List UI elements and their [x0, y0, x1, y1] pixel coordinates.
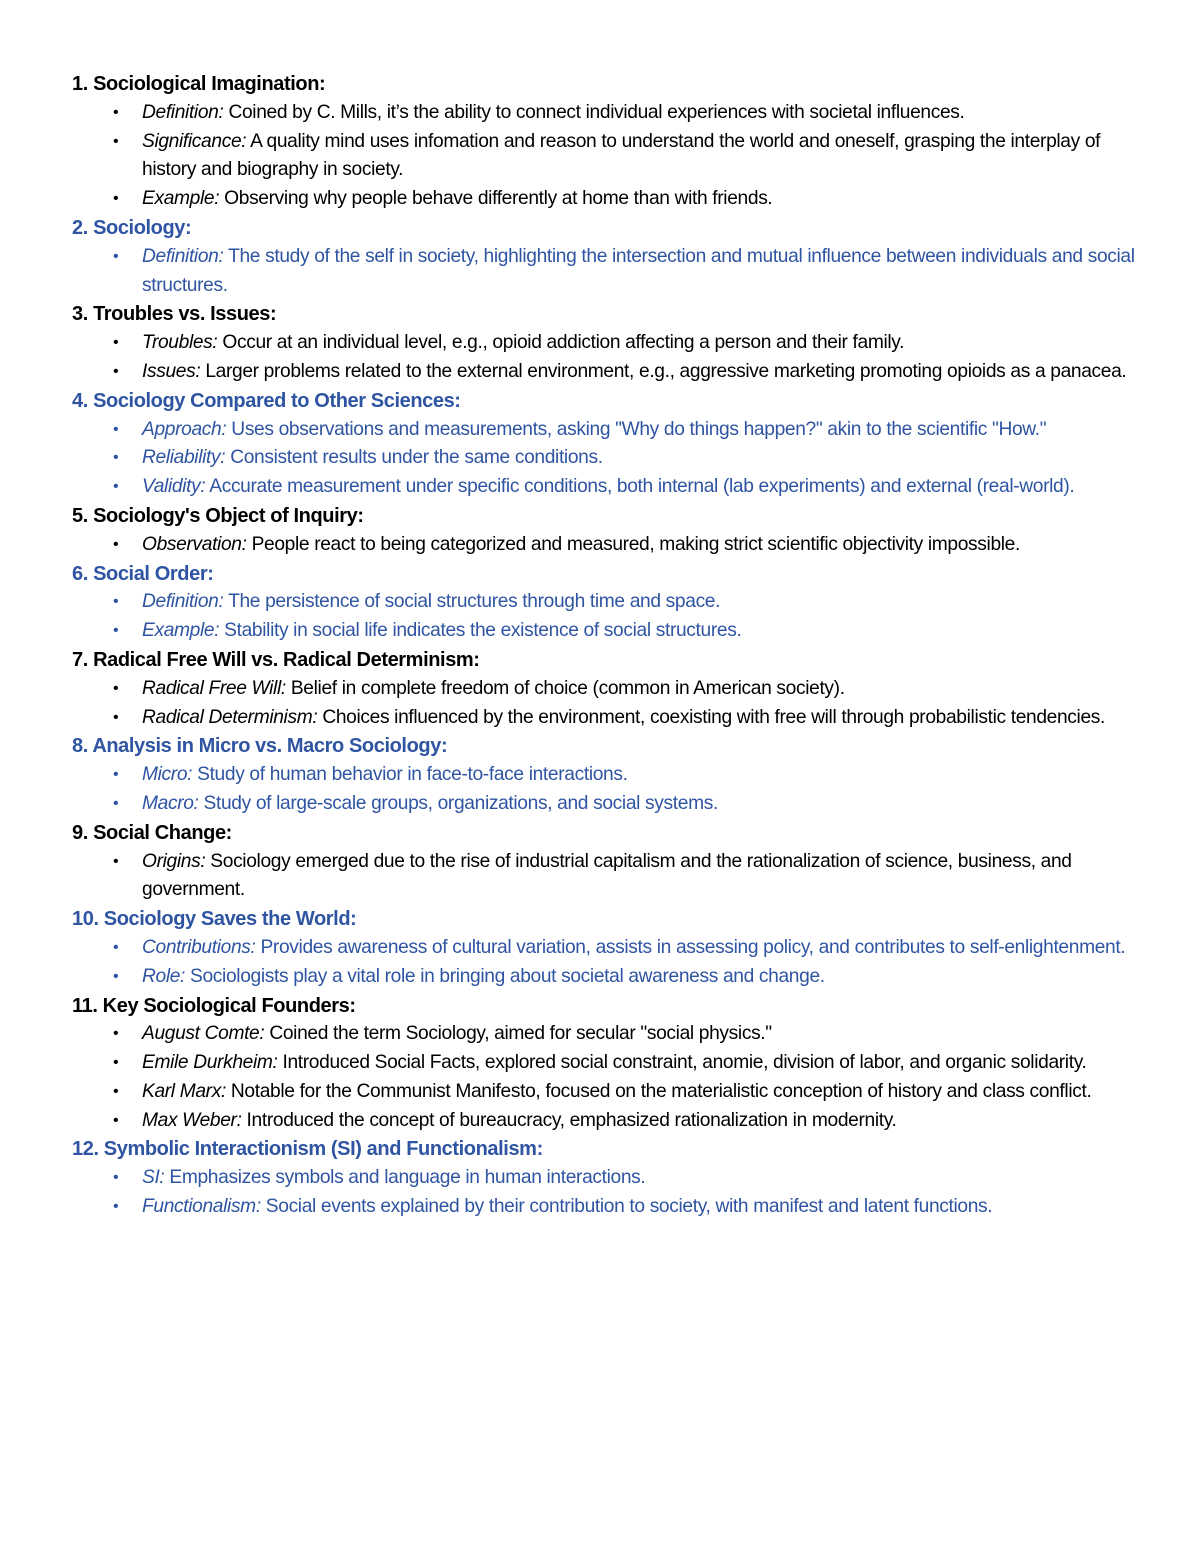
item-text: Provides awareness of cultural variation, assists in assessing policy, and contributes to self-enlightenment. [255, 936, 1126, 958]
bullet-list [72, 416, 1140, 502]
section-heading [72, 502, 1140, 531]
notes-list [72, 70, 1140, 1222]
bullet-icon: • [113, 794, 119, 812]
item-text: Occur at an individual level, e.g., opioid addiction affecting a person and their family. [217, 332, 905, 354]
item-term: Issues: [142, 360, 201, 382]
section-heading [72, 992, 1140, 1021]
bullet-icon: • [113, 1054, 119, 1072]
section-title: Key Sociological Founders: [102, 994, 356, 1017]
bullet-icon: • [113, 535, 119, 553]
item-term: Significance: [142, 130, 247, 152]
list-item [72, 1193, 1140, 1222]
item-term: Max Weber: [142, 1109, 242, 1131]
list-item [72, 531, 1140, 560]
bullet-list [72, 588, 1140, 646]
bullet-icon: • [113, 622, 119, 640]
item-term: Emile Durkheim: [142, 1052, 278, 1074]
list-item [72, 704, 1140, 733]
bullet-icon: • [113, 132, 119, 150]
section-heading [72, 905, 1140, 934]
item-text: Coined by C. Mills, it’s the ability to connect individual experiences with societal influences. [223, 101, 965, 123]
bullet-icon: • [113, 449, 119, 467]
section-heading [72, 70, 1140, 99]
bullet-icon: • [113, 766, 119, 784]
item-text: Introduced Social Facts, explored social constraint, anomie, division of labor, and organic solidarity. [277, 1052, 1087, 1074]
section [72, 502, 1140, 560]
bullet-icon: • [113, 247, 119, 265]
section [72, 387, 1140, 502]
section [72, 905, 1140, 991]
section [72, 560, 1140, 646]
item-text: Consistent results under the same conditions. [225, 447, 603, 469]
bullet-list [72, 99, 1140, 214]
section-number: 5. [72, 504, 88, 527]
item-text: Social events explained by their contribution to society, with manifest and latent functions. [260, 1196, 993, 1218]
item-text: Belief in complete freedom of choice (common in American society). [285, 677, 845, 699]
section-number: 11. [72, 994, 98, 1017]
bullet-icon: • [113, 852, 119, 870]
item-text: Study of large-scale groups, organizations, and social systems. [198, 792, 718, 814]
list-item [72, 99, 1140, 128]
list-item [72, 617, 1140, 646]
item-term: Radical Determinism: [142, 706, 318, 728]
section-title: Social Order: [93, 562, 214, 585]
section-number: 2. [72, 216, 88, 239]
section [72, 819, 1140, 905]
item-term: Approach: [142, 418, 227, 440]
item-text: Choices influenced by the environment, coexisting with free will through probabilistic tendencies. [317, 706, 1106, 728]
list-item [72, 1164, 1140, 1193]
item-text: Sociology emerged due to the rise of industrial capitalism and the rationalization of science, business, and government. [142, 850, 1072, 901]
bullet-icon: • [113, 334, 119, 352]
item-text: A quality mind uses infomation and reason to understand the world and oneself, grasping the interplay of history and biography in society. [142, 130, 1101, 181]
list-item [72, 963, 1140, 992]
section [72, 1135, 1140, 1221]
item-term: Example: [142, 620, 220, 642]
section-number: 10. [72, 908, 99, 931]
list-item [72, 185, 1140, 214]
item-term: Micro: [142, 764, 193, 786]
item-text: Uses observations and measurements, asking "Why do things happen?" akin to the scientific "How." [226, 418, 1047, 440]
bullet-icon: • [113, 708, 119, 726]
section-number: 8. [72, 735, 88, 758]
list-item [72, 934, 1140, 963]
section-title: Sociology Compared to Other Sciences: [93, 389, 461, 412]
item-term: Reliability: [142, 447, 226, 469]
list-item [72, 675, 1140, 704]
bullet-icon: • [113, 938, 119, 956]
list-item [72, 761, 1140, 790]
item-text: Larger problems related to the external environment, e.g., aggressive marketing promoting opioids as a panacea. [200, 360, 1127, 382]
section-heading [72, 1135, 1140, 1164]
bullet-icon: • [113, 593, 119, 611]
section-title: Radical Free Will vs. Radical Determinism: [93, 648, 480, 671]
item-term: Contributions: [142, 936, 256, 958]
bullet-icon: • [113, 1025, 119, 1043]
item-text: Introduced the concept of bureaucracy, emphasized rationalization in modernity. [241, 1109, 897, 1131]
section-title: Troubles vs. Issues: [93, 303, 277, 326]
item-term: Definition: [142, 245, 224, 267]
section-heading [72, 732, 1140, 761]
section-heading [72, 646, 1140, 675]
bullet-icon: • [113, 478, 119, 496]
section [72, 732, 1140, 818]
bullet-list [72, 761, 1140, 819]
list-item [72, 329, 1140, 358]
list-item [72, 588, 1140, 617]
item-text: People react to being categorized and measured, making strict scientific objectivity impossible. [246, 533, 1020, 555]
bullet-list [72, 329, 1140, 387]
list-item [72, 1020, 1140, 1049]
section-title: Sociology's Object of Inquiry: [93, 504, 364, 527]
section-heading [72, 819, 1140, 848]
bullet-icon: • [113, 103, 119, 121]
list-item [72, 848, 1140, 906]
item-term: SI: [142, 1167, 165, 1189]
section [72, 300, 1140, 386]
item-text: Study of human behavior in face-to-face interactions. [192, 764, 628, 786]
section-number: 9. [72, 821, 88, 844]
bullet-icon: • [113, 1169, 119, 1187]
section-heading [72, 300, 1140, 329]
item-text: Emphasizes symbols and language in human interactions. [164, 1167, 646, 1189]
item-term: Definition: [142, 591, 224, 613]
item-term: Origins: [142, 850, 206, 872]
bullet-list [72, 243, 1140, 301]
bullet-list [72, 848, 1140, 906]
item-term: Radical Free Will: [142, 677, 286, 699]
list-item [72, 1078, 1140, 1107]
item-text: Notable for the Communist Manifesto, focused on the materialistic conception of history and class conflict. [225, 1080, 1092, 1102]
section [72, 70, 1140, 214]
list-item [72, 128, 1140, 186]
item-term: Definition: [142, 101, 224, 123]
item-text: Accurate measurement under specific conditions, both internal (lab experiments) and external (real-world). [205, 476, 1075, 498]
section-number: 4. [72, 389, 88, 412]
section [72, 214, 1140, 300]
item-text: Observing why people behave differently at home than with friends. [219, 188, 773, 210]
item-term: August Comte: [142, 1023, 265, 1045]
item-term: Role: [142, 965, 186, 987]
item-text: The persistence of social structures through time and space. [223, 591, 721, 613]
list-item [72, 243, 1140, 301]
item-term: Karl Marx: [142, 1080, 226, 1102]
section-title: Analysis in Micro vs. Macro Sociology: [92, 735, 448, 758]
section-title: Sociology Saves the World: [103, 908, 357, 931]
bullet-list [72, 1020, 1140, 1135]
section-title: Sociology: [93, 216, 192, 239]
bullet-list [72, 934, 1140, 992]
item-text: Stability in social life indicates the existence of social structures. [219, 620, 742, 642]
list-item [72, 358, 1140, 387]
list-item [72, 473, 1140, 502]
bullet-icon: • [113, 190, 119, 208]
section-title: Sociological Imagination: [93, 73, 326, 95]
section-number: 6. [72, 562, 88, 585]
bullet-icon: • [113, 967, 119, 985]
bullet-icon: • [113, 1198, 119, 1216]
bullet-icon: • [113, 1111, 119, 1129]
section-title: Symbolic Interactionism (SI) and Functionalism: [103, 1138, 543, 1161]
section-heading [72, 214, 1140, 243]
item-term: Macro: [142, 792, 199, 814]
section-number: 12. [72, 1138, 99, 1161]
section [72, 646, 1140, 732]
section-heading [72, 387, 1140, 416]
section-title: Social Change: [93, 821, 232, 844]
list-item [72, 1049, 1140, 1078]
item-text: Coined the term Sociology, aimed for secular "social physics." [264, 1023, 772, 1045]
item-text: The study of the self in society, highlighting the intersection and mutual influence between individuals and social structures. [142, 245, 1135, 296]
list-item [72, 444, 1140, 473]
bullet-list [72, 531, 1140, 560]
bullet-icon: • [113, 420, 119, 438]
item-term: Functionalism: [142, 1196, 261, 1218]
section-number: 3. [72, 303, 88, 326]
list-item [72, 1107, 1140, 1136]
section-number: 7. [72, 648, 88, 671]
list-item [72, 790, 1140, 819]
bullet-list [72, 1164, 1140, 1222]
item-term: Observation: [142, 533, 247, 555]
item-text: Sociologists play a vital role in bringing about societal awareness and change. [185, 965, 825, 987]
bullet-icon: • [113, 1082, 119, 1100]
item-term: Troubles: [142, 332, 218, 354]
section [72, 992, 1140, 1136]
list-item [72, 416, 1140, 445]
item-term: Validity: [142, 476, 206, 498]
bullet-icon: • [113, 679, 119, 697]
bullet-icon: • [113, 362, 119, 380]
item-term: Example: [142, 188, 220, 210]
bullet-list [72, 675, 1140, 733]
section-number: 1. [72, 73, 88, 95]
section-heading [72, 560, 1140, 589]
